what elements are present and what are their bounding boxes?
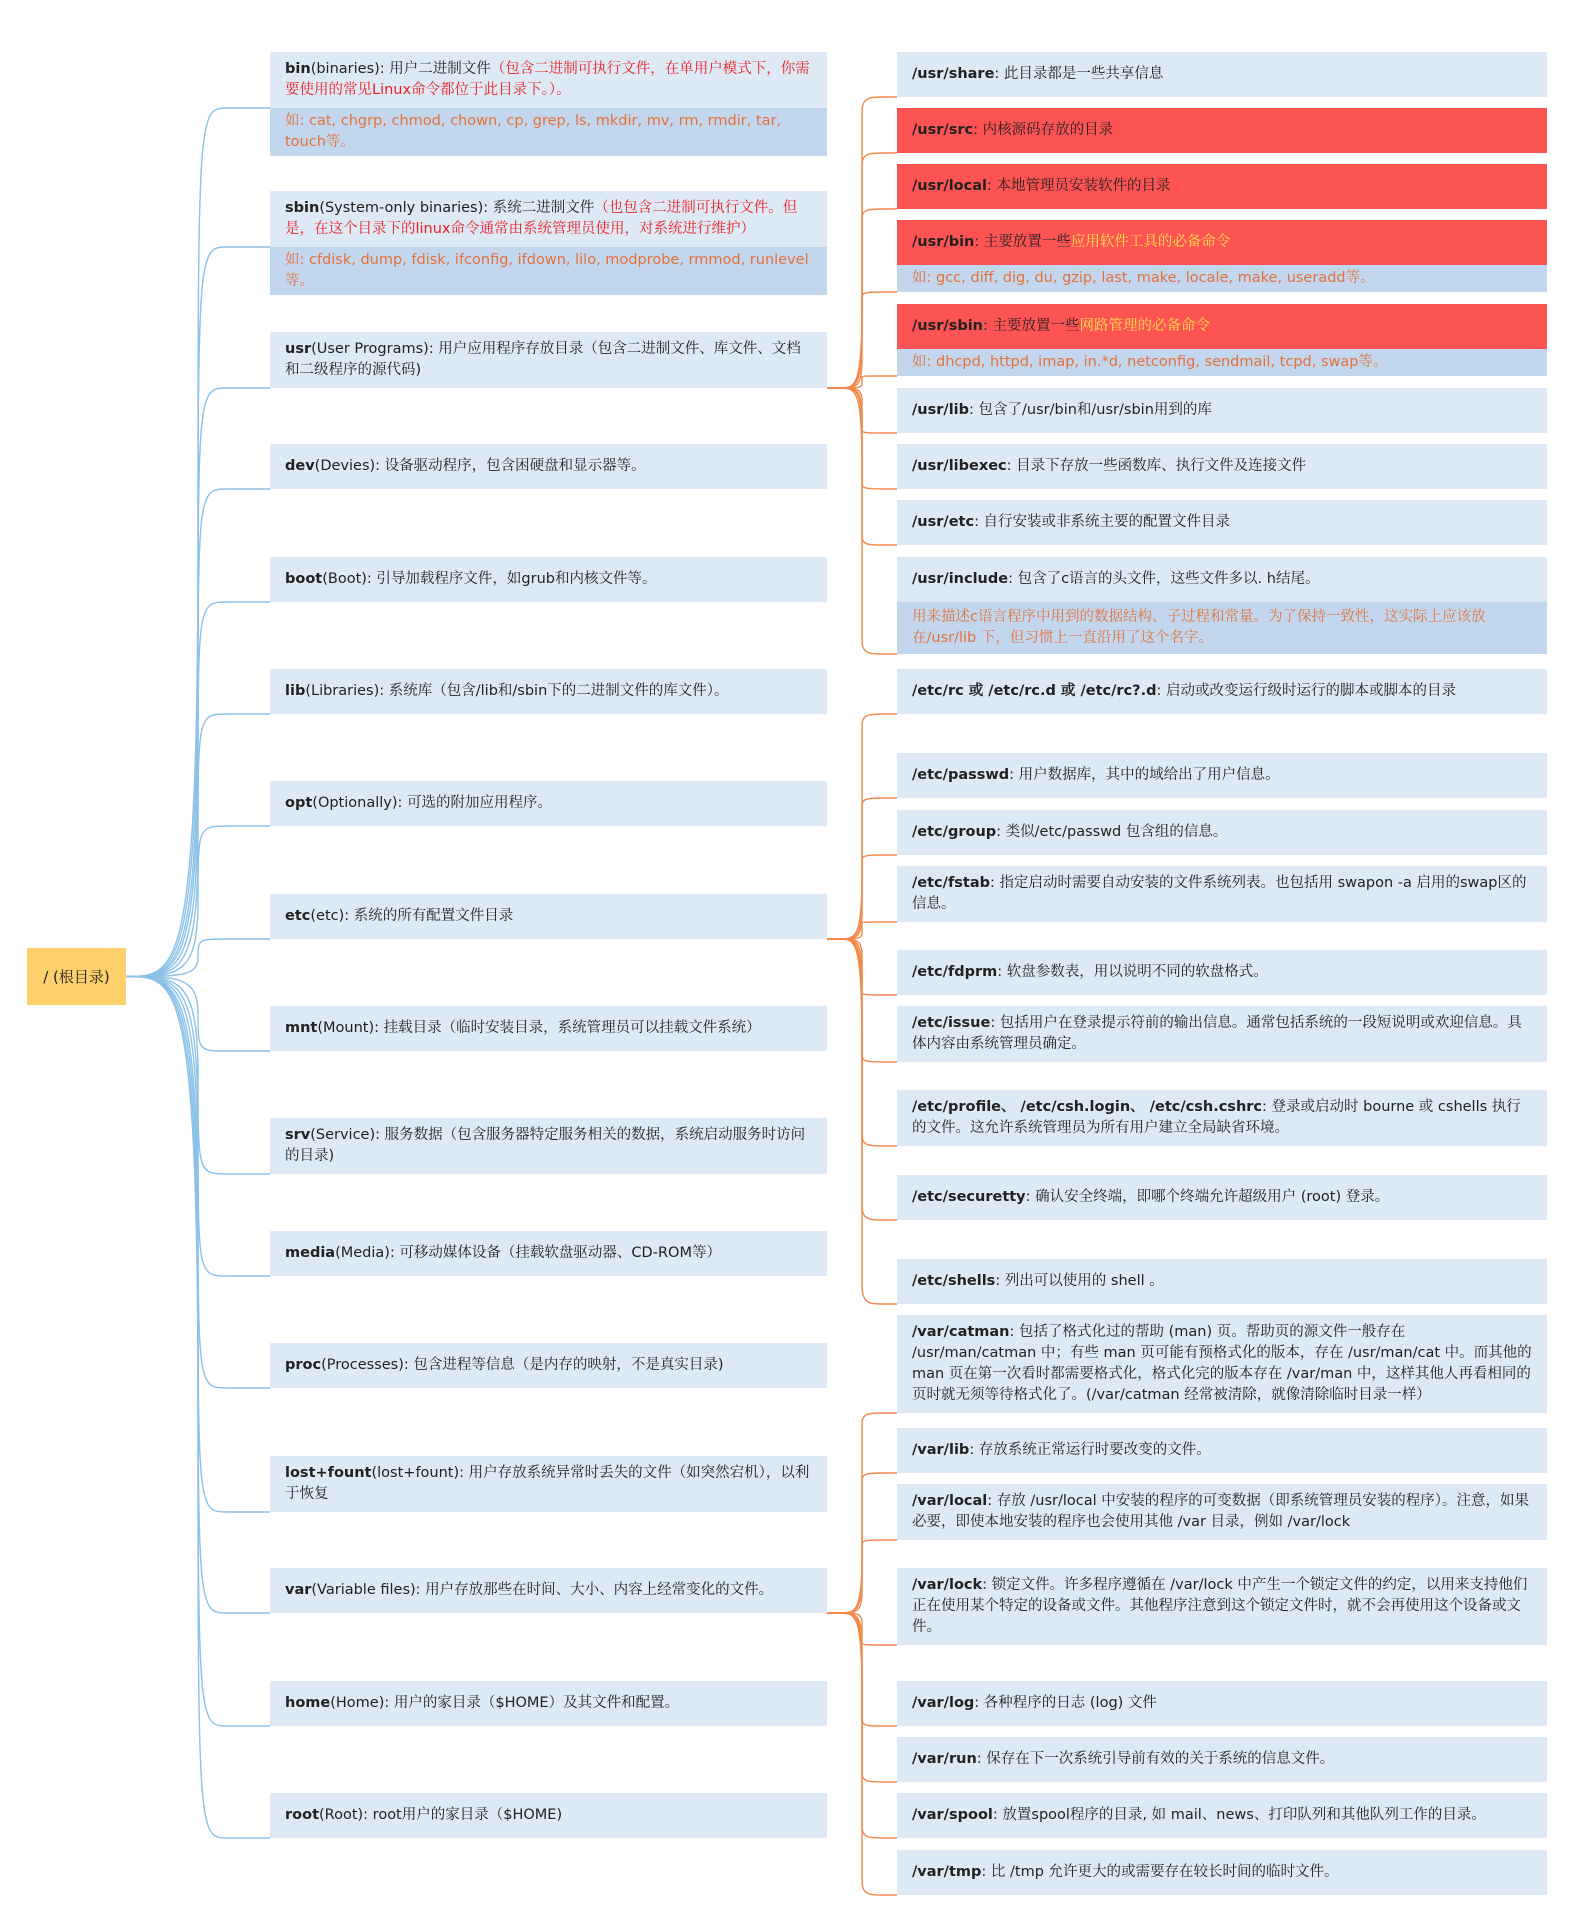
node-srv[interactable] bbox=[270, 1118, 827, 1174]
node-title bbox=[270, 1231, 827, 1276]
node-text: : 主要放置一些 bbox=[974, 234, 1071, 250]
node-text: (Media): 可移动媒体设备（挂载软盘驱动器、CD-ROM等） bbox=[335, 1245, 721, 1261]
node-key: /usr/libexec bbox=[912, 458, 1007, 474]
node-text: : 类似/etc/passwd 包含组的信息。 bbox=[996, 824, 1228, 840]
node-lib[interactable] bbox=[270, 669, 827, 714]
node-text: : 保存在下一次系统引导前有效的关于系统的信息文件。 bbox=[976, 1751, 1335, 1767]
node-key: /etc/profile、 /etc/csh.login、 /etc/csh.cshrc bbox=[912, 1099, 1263, 1115]
node-var-local[interactable] bbox=[897, 1484, 1547, 1540]
node-text: : 主要放置一些 bbox=[983, 318, 1080, 334]
node-key: /var/catman bbox=[912, 1324, 1010, 1340]
node-proc[interactable] bbox=[270, 1343, 827, 1388]
node-title bbox=[897, 1090, 1547, 1146]
node-example: 用来描述c语言程序中用到的数据结构、子过程和常量。为了保持一致性，这实际上应该放在/usr/lib 下，但习惯上一直沿用了这个名字。 bbox=[897, 602, 1547, 654]
node-var-lib[interactable] bbox=[897, 1428, 1547, 1473]
node-key: boot bbox=[285, 571, 323, 587]
node-example: 如: dhcpd, httpd, imap, in.*d, netconfig, sendmail, tcpd, swap等。 bbox=[897, 349, 1547, 376]
node-key: /usr/share bbox=[912, 66, 995, 82]
node-title bbox=[270, 52, 827, 108]
node-usr-bin[interactable] bbox=[897, 220, 1547, 292]
node-etc-issue[interactable] bbox=[897, 1006, 1547, 1062]
node-title bbox=[897, 1484, 1547, 1540]
connector-var-2 bbox=[827, 1540, 897, 1613]
node-title bbox=[270, 781, 827, 826]
node-usr-lib[interactable] bbox=[897, 388, 1547, 433]
node-key: /etc/fdprm bbox=[912, 964, 998, 980]
node-highlight-text: 网路管理的必备命令 bbox=[1079, 318, 1210, 334]
node-etc-group[interactable] bbox=[897, 810, 1547, 855]
node-key: proc bbox=[285, 1357, 322, 1373]
node-example: 如: cfdisk, dump, fdisk, ifconfig, ifdown, lilo, modprobe, rmmod, runlevel等。 bbox=[270, 247, 827, 295]
node-usr-include[interactable] bbox=[897, 557, 1547, 654]
node-media[interactable] bbox=[270, 1231, 827, 1276]
node-title bbox=[897, 1681, 1547, 1726]
node-title bbox=[897, 669, 1547, 714]
node-text: : 确认安全终端，即哪个终端允许超级用户 (root) 登录。 bbox=[1025, 1189, 1390, 1205]
node-title bbox=[897, 304, 1547, 349]
node-key: sbin bbox=[285, 200, 320, 216]
node-text: : 锁定文件。许多程序遵循在 /var/lock 中产生一个锁定文件的约定，以用来支持他们正在使用某个特定的设备或文件。其他程序注意到这个锁定文件时，就不会再使用这个设备或文件。 bbox=[912, 1577, 1528, 1635]
node-title bbox=[270, 1118, 827, 1174]
node-key: /usr/lib bbox=[912, 402, 970, 418]
node-key: /usr/local bbox=[912, 178, 987, 194]
node-example: 如: cat, chgrp, chmod, chown, cp, grep, ls, mkdir, mv, rm, rmdir, tar, touch等。 bbox=[270, 108, 827, 156]
node-key: srv bbox=[285, 1127, 311, 1143]
node-key: /var/lock bbox=[912, 1577, 983, 1593]
node-text: : 放置spool程序的目录, 如 mail、news、打印队列和其他队列工作的目录。 bbox=[992, 1807, 1486, 1823]
node-key: /etc/securetty bbox=[912, 1189, 1026, 1205]
node-key: /etc/fstab bbox=[912, 875, 990, 891]
node-text: (Optionally): 可选的附加应用程序。 bbox=[312, 795, 553, 811]
node-title bbox=[897, 1428, 1547, 1473]
node-var-tmp[interactable] bbox=[897, 1850, 1547, 1895]
node-note: （包含二进制可执行文件，在单用户模式下，你需要使用的常见Linux命令都位于此目录下。）。 bbox=[285, 61, 810, 98]
node-title bbox=[897, 1259, 1547, 1304]
node-title bbox=[270, 1006, 827, 1051]
node-title bbox=[897, 557, 1547, 602]
node-key: bin bbox=[285, 61, 311, 77]
node-key: dev bbox=[285, 458, 315, 474]
node-text: : 目录下存放一些函数库、执行文件及连接文件 bbox=[1006, 458, 1307, 474]
node-key: opt bbox=[285, 795, 313, 811]
node-key: etc bbox=[285, 908, 311, 924]
node-key: /etc/group bbox=[912, 824, 997, 840]
node-boot[interactable] bbox=[270, 557, 827, 602]
node-usr-share[interactable] bbox=[897, 52, 1547, 97]
node-var-lock[interactable] bbox=[897, 1568, 1547, 1645]
node-var-spool[interactable] bbox=[897, 1793, 1547, 1838]
node-title bbox=[270, 894, 827, 939]
node-text: (Home): 用户的家目录（$HOME）及其文件和配置。 bbox=[330, 1695, 680, 1711]
node-title bbox=[897, 500, 1547, 545]
node-text: : 启动或改变运行级时运行的脚本或脚本的目录 bbox=[1156, 683, 1456, 699]
node-usr-sbin[interactable] bbox=[897, 304, 1547, 376]
root-connector-etc bbox=[126, 939, 270, 977]
node-text: (etc): 系统的所有配置文件目录 bbox=[310, 908, 514, 924]
node-text: (lost+fount): 用户存放系统异常时丢失的文件（如突然宕机），以利于恢复 bbox=[285, 1465, 810, 1502]
node-key: /var/spool bbox=[912, 1807, 993, 1823]
node-title bbox=[897, 1175, 1547, 1220]
node-text: : 用户数据库，其中的域给出了用户信息。 bbox=[1009, 767, 1280, 783]
node-sbin[interactable] bbox=[270, 191, 827, 295]
node-lost[interactable] bbox=[270, 1456, 827, 1512]
node-title bbox=[897, 866, 1547, 922]
node-title bbox=[270, 332, 827, 388]
node-key: /var/log bbox=[912, 1695, 975, 1711]
node-title bbox=[270, 1793, 827, 1838]
node-title bbox=[897, 810, 1547, 855]
node-text: (binaries): 用户二进制文件 bbox=[310, 61, 491, 77]
node-title bbox=[897, 52, 1547, 97]
node-text: : 包含了c语言的头文件，这些文件多以. h结尾。 bbox=[1008, 571, 1320, 587]
node-text: (Devies): 设备驱动程序，包含困硬盘和显示器等。 bbox=[314, 458, 646, 474]
node-dev[interactable] bbox=[270, 444, 827, 489]
node-text: (User Programs): 用户应用程序存放目录（包含二进制文件、库文件、文档和二级程序的源代码) bbox=[285, 341, 801, 378]
node-text: (Libraries): 系统库（包含/lib和/sbin下的二进制文件的库文件）。 bbox=[305, 683, 729, 699]
node-etc-passwd[interactable] bbox=[897, 753, 1547, 798]
node-title bbox=[897, 444, 1547, 489]
node-key: /etc/shells bbox=[912, 1273, 996, 1289]
node-text: : 登录或启动时 bourne 或 cshells 执行的文件。这允许系统管理员为所有用户建立全局缺省环境。 bbox=[912, 1099, 1521, 1136]
connector-usr-3 bbox=[827, 292, 897, 388]
node-var-log[interactable] bbox=[897, 1681, 1547, 1726]
node-key: /etc/issue bbox=[912, 1015, 991, 1031]
node-text: : 自行安装或非系统主要的配置文件目录 bbox=[974, 514, 1231, 530]
node-text: : 本地管理员安装软件的目录 bbox=[986, 178, 1171, 194]
node-usr-local[interactable] bbox=[897, 164, 1547, 209]
node-key: /var/run bbox=[912, 1751, 977, 1767]
node-etc-fdprm[interactable] bbox=[897, 950, 1547, 995]
node-text: : 软盘参数表，用以说明不同的软盘格式。 bbox=[997, 964, 1268, 980]
node-title bbox=[270, 1343, 827, 1388]
node-text: (Mount): 挂载目录（临时安装目录，系统管理员可以挂载文件系统） bbox=[317, 1020, 761, 1036]
node-text: (Processes): 包含进程等信息（是内存的映射，不是真实目录) bbox=[321, 1357, 724, 1373]
node-key: /usr/src bbox=[912, 122, 974, 138]
node-text: : 各种程序的日志 (log) 文件 bbox=[974, 1695, 1157, 1711]
node-title bbox=[897, 388, 1547, 433]
node-title bbox=[897, 1737, 1547, 1782]
node-text: (Boot): 引导加载程序文件，如grub和内核文件等。 bbox=[322, 571, 657, 587]
node-key: /var/tmp bbox=[912, 1864, 982, 1880]
node-text: (Variable files): 用户存放那些在时间、大小、内容上经常变化的文件。 bbox=[311, 1582, 774, 1598]
node-usr[interactable] bbox=[270, 332, 827, 388]
node-title bbox=[897, 1793, 1547, 1838]
node-key: /etc/rc 或 /etc/rc.d 或 /etc/rc?.d bbox=[912, 683, 1157, 699]
node-title bbox=[897, 753, 1547, 798]
node-home[interactable] bbox=[270, 1681, 827, 1726]
node-key: /usr/sbin bbox=[912, 318, 983, 334]
node-text: : 存放系统正常运行时要改变的文件。 bbox=[969, 1442, 1211, 1458]
connector-etc-3 bbox=[827, 922, 897, 939]
node-title bbox=[897, 1315, 1547, 1413]
node-key: media bbox=[285, 1245, 336, 1261]
node-title bbox=[270, 1456, 827, 1512]
node-text: : 列出可以使用的 shell 。 bbox=[995, 1273, 1164, 1289]
node-title bbox=[270, 669, 827, 714]
node-key: mnt bbox=[285, 1020, 318, 1036]
node-key: var bbox=[285, 1582, 312, 1598]
node-bin[interactable] bbox=[270, 52, 827, 156]
node-var-catman[interactable] bbox=[897, 1315, 1547, 1413]
node-text: : 指定启动时需要自动安装的文件系统列表。也包括用 swapon -a 启用的swap区的信息。 bbox=[912, 875, 1527, 912]
node-title bbox=[897, 1850, 1547, 1895]
node-key: /var/lib bbox=[912, 1442, 970, 1458]
node-title bbox=[270, 191, 827, 247]
node-title bbox=[897, 950, 1547, 995]
node-var[interactable] bbox=[270, 1568, 827, 1613]
node-key: /usr/include bbox=[912, 571, 1009, 587]
node-text: : 包括用户在登录提示符前的输出信息。通常包括系统的一段短说明或欢迎信息。具体内容由系统管理员确定。 bbox=[912, 1015, 1522, 1052]
node-etc-shells[interactable] bbox=[897, 1259, 1547, 1304]
node-etc-profile[interactable] bbox=[897, 1090, 1547, 1146]
node-etc-securetty[interactable] bbox=[897, 1175, 1547, 1220]
node-key: /usr/etc bbox=[912, 514, 975, 530]
node-key: home bbox=[285, 1695, 331, 1711]
node-text: (Root): root用户的家目录（$HOME) bbox=[319, 1807, 563, 1823]
node-title bbox=[270, 557, 827, 602]
node-key: lost+fount bbox=[285, 1465, 372, 1481]
node-text: : 内核源码存放的目录 bbox=[973, 122, 1114, 138]
connector-usr-4 bbox=[827, 376, 897, 388]
node-opt[interactable] bbox=[270, 781, 827, 826]
root-node[interactable] bbox=[27, 948, 126, 1005]
node-text: : 此目录都是一些共享信息 bbox=[994, 66, 1164, 82]
node-var-run[interactable] bbox=[897, 1737, 1547, 1782]
node-usr-src[interactable] bbox=[897, 108, 1547, 153]
node-usr-etc[interactable] bbox=[897, 500, 1547, 545]
node-text: : 存放 /usr/local 中安装的程序的可变数据（即系统管理员安装的程序）。注意，如果必要，即使本地安装的程序也会使用其他 /var 目录，例如 /var/lock bbox=[912, 1493, 1529, 1530]
node-title bbox=[270, 444, 827, 489]
node-key: root bbox=[285, 1807, 320, 1823]
node-text: : 包括了格式化过的帮助 (man) 页。帮助页的源文件一般存在 /usr/man/catman 中；有些 man 页可能有预格式化的版本，存在 /usr/man/cat 中。而其他的 man 页在第一次看时都需要格式化，格式化完的版本存在 /var/man 中，这样其他人再看相同的页时就无须等待格式化了。(/var/catman 经常被清除，就像清除临时目录一样） bbox=[912, 1324, 1532, 1403]
node-usr-libexec[interactable] bbox=[897, 444, 1547, 489]
node-note: （也包含二进制可执行文件。但是，在这个目录下的linux命令通常由系统管理员使用，对系统进行维护） bbox=[285, 200, 798, 237]
node-etc[interactable] bbox=[270, 894, 827, 939]
node-key: /usr/bin bbox=[912, 234, 975, 250]
node-title bbox=[897, 1006, 1547, 1062]
node-title bbox=[270, 1681, 827, 1726]
node-mnt[interactable] bbox=[270, 1006, 827, 1051]
node-title bbox=[270, 1568, 827, 1613]
node-etc-fstab[interactable] bbox=[897, 866, 1547, 922]
node-title bbox=[897, 108, 1547, 153]
node-key: usr bbox=[285, 341, 312, 357]
node-root[interactable] bbox=[270, 1793, 827, 1838]
node-key: lib bbox=[285, 683, 306, 699]
node-text: : 比 /tmp 允许更大的或需要存在较长时间的临时文件。 bbox=[981, 1864, 1339, 1880]
node-key: /etc/passwd bbox=[912, 767, 1010, 783]
node-key: /var/local bbox=[912, 1493, 988, 1509]
node-title bbox=[897, 164, 1547, 209]
node-text: (Service): 服务数据（包含服务器特定服务相关的数据，系统启动服务时访问的目录) bbox=[285, 1127, 806, 1164]
root-connector-mnt bbox=[126, 977, 270, 1052]
node-example: 如: gcc, diff, dig, du, gzip, last, make, locale, make, useradd等。 bbox=[897, 265, 1547, 292]
node-text: (System-only binaries): 系统二进制文件 bbox=[319, 200, 595, 216]
node-text: : 包含了/usr/bin和/usr/sbin用到的库 bbox=[969, 402, 1212, 418]
node-highlight-text: 应用软件工具的必备命令 bbox=[1070, 234, 1231, 250]
root-label: / (根目录) bbox=[43, 968, 110, 986]
node-etc-rc[interactable] bbox=[897, 669, 1547, 714]
node-title bbox=[897, 1568, 1547, 1645]
node-title bbox=[897, 220, 1547, 265]
